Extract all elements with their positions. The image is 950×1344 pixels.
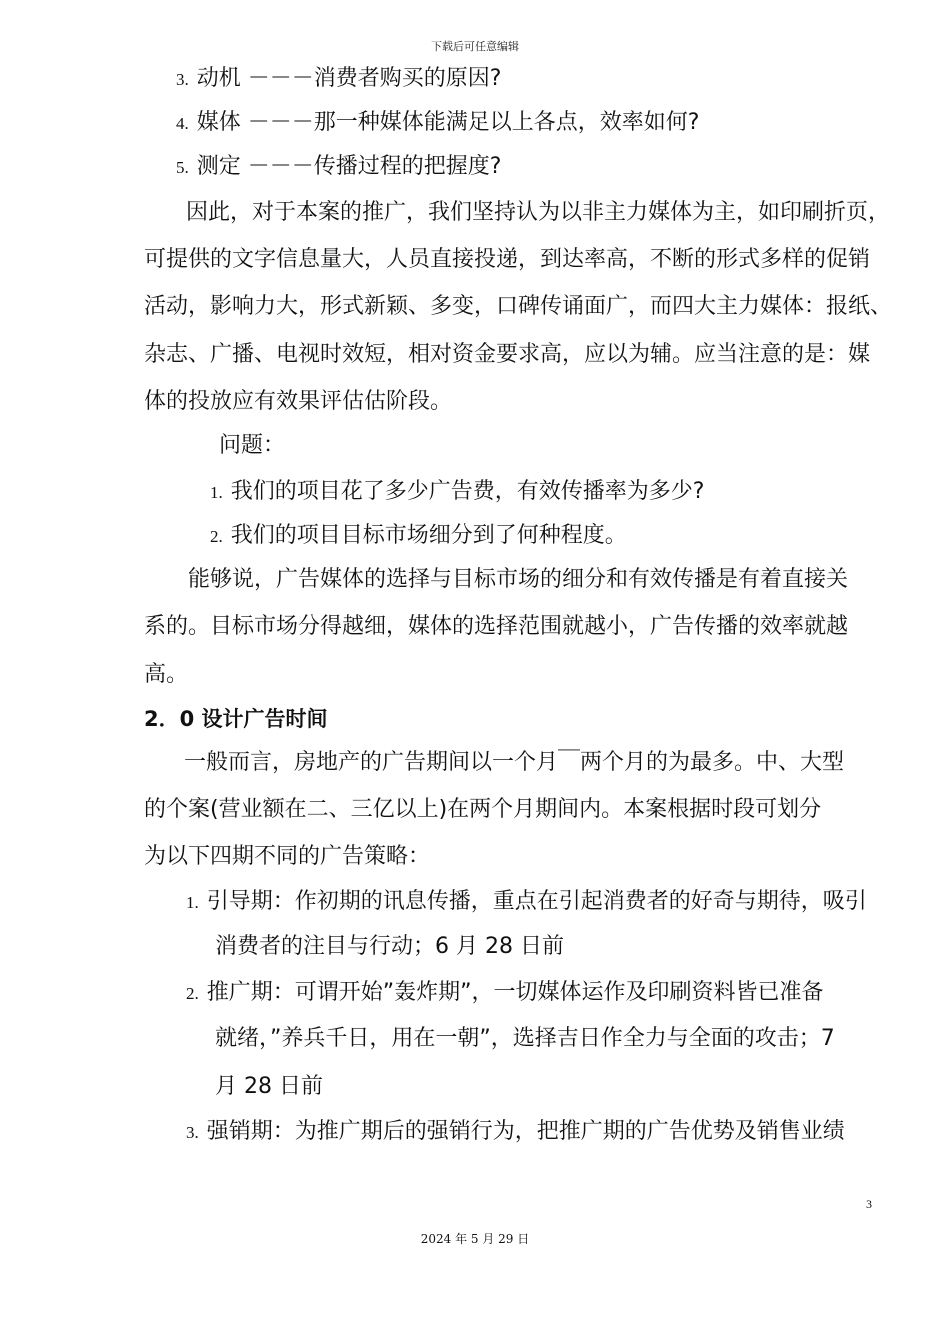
paragraph-line: 为以下四期不同的广告策略： (144, 844, 431, 869)
list-number: 3. (176, 70, 189, 89)
list-item (176, 108, 699, 139)
list-item (186, 1117, 845, 1148)
list-item (176, 64, 501, 95)
paragraph-line: 高。 (144, 662, 189, 687)
list-item (176, 152, 501, 183)
footer-date: 2024 年 5 月 29 日 (420, 1232, 530, 1246)
paragraph-line: 因此，对于本案的推广，我们坚持认为以非主力媒体为主，如印刷折页， (186, 200, 891, 225)
list-item (210, 521, 627, 552)
list-number: 5. (176, 158, 189, 177)
list-text: 测定 －－－传播过程的把握度? (196, 154, 502, 179)
page-number: 3 (866, 1197, 872, 1211)
paragraph-line: 体的投放应有效果评估估阶段。 (144, 389, 453, 414)
list-text: 我们的项目花了多少广告费，有效传播率为多少? (230, 479, 705, 504)
list-continuation: 就绪，”养兵千日，用在一朝”，选择吉日作全力与全面的攻击；7 (215, 1026, 835, 1051)
list-item (210, 477, 704, 508)
page-header: 下载后可任意编辑 (431, 40, 519, 53)
paragraph-line: 可提供的文字信息量大，人员直接投递，到达率高，不断的形式多样的促销 (144, 247, 871, 272)
list-text: 强销期：为推广期后的强销行为，把推广期的广告优势及销售业绩 (206, 1119, 845, 1144)
list-continuation: 消费者的注目与行动；6 月 28 日前 (215, 934, 564, 959)
list-text: 媒体 －－－那一种媒体能满足以上各点，效率如何? (196, 110, 700, 135)
paragraph-line: 杂志、广播、电视时效短，相对资金要求高，应以为辅。应当注意的是：媒 (144, 342, 871, 367)
paragraph-line: 能够说，广告媒体的选择与目标市场的细分和有效传播是有着直接关 (188, 567, 849, 592)
paragraph-line: 活动，影响力大，形式新颖、多变，口碑传诵面广，而四大主力媒体：报纸、 (144, 294, 893, 319)
list-continuation: 月 28 日前 (215, 1074, 323, 1099)
section-heading: 2．0 设计广告时间 (144, 707, 328, 731)
paragraph-line: 的个案(营业额在二、三亿以上)在两个月期间内。本案根据时段可划分 (144, 797, 822, 822)
list-item (186, 887, 867, 918)
list-text: 我们的项目目标市场细分到了何种程度。 (230, 523, 627, 548)
list-number: 2. (210, 527, 223, 546)
list-text: 动机 －－－消费者购买的原因? (196, 66, 502, 91)
list-item (186, 978, 824, 1009)
paragraph-line: 一般而言，房地产的广告期间以一个月￣两个月的为最多。中、大型 (184, 750, 845, 775)
list-number: 3. (186, 1123, 199, 1142)
list-number: 4. (176, 114, 189, 133)
list-text: 推广期：可谓开始”轰炸期”，一切媒体运作及印刷资料皆已准备 (206, 980, 824, 1005)
list-number: 1. (186, 893, 199, 912)
list-number: 1. (210, 483, 223, 502)
list-text: 引导期：作初期的讯息传播，重点在引起消费者的好奇与期待，吸引 (206, 889, 867, 914)
question-label: 问题： (219, 433, 286, 458)
list-number: 2. (186, 984, 199, 1003)
paragraph-line: 系的。目标市场分得越细，媒体的选择范围就越小，广告传播的效率就越 (144, 614, 849, 639)
